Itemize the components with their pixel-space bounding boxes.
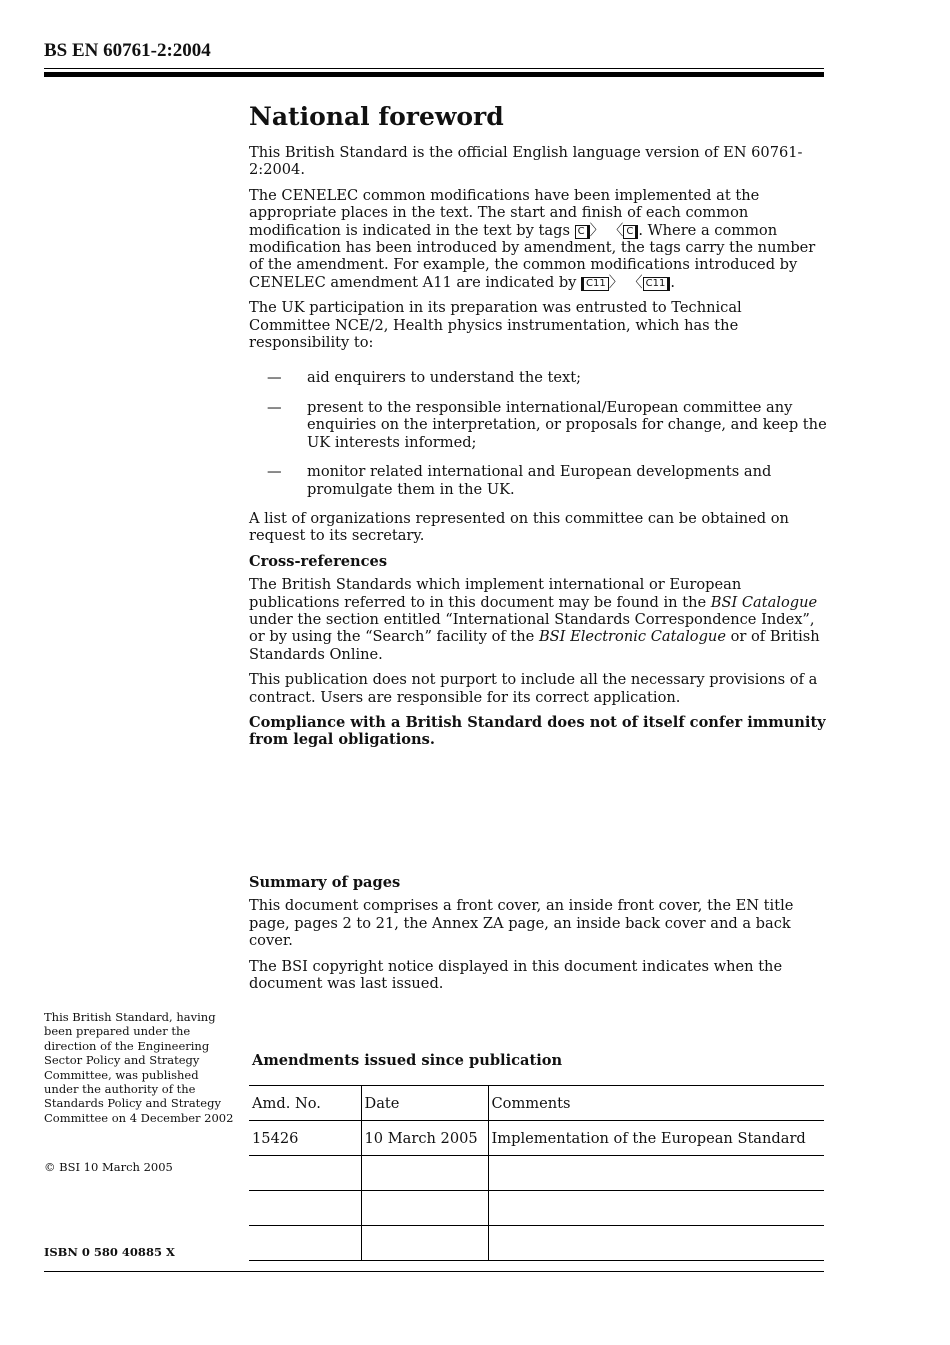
amendments-title: Amendments issued since publication [252, 1052, 563, 1069]
table-header-row [249, 1086, 824, 1121]
cm-text-b: . Where a common modification has been introduced by amendment, the tags carry the number of the amendment. For example, the common modifications introduced by CENELEC amendment A11 are indicated by [249, 221, 816, 291]
cell-amd-no [249, 1191, 361, 1226]
xref-text-b: under the section entitled “International Standards Correspondence Index”, or by using the “Search” facility of the [249, 610, 815, 646]
footer-rule [44, 1271, 824, 1272]
header-amd-no: Amd. No. [249, 1086, 361, 1121]
tag-c-end: C [623, 225, 638, 239]
tag-c11-end: C11 [643, 277, 671, 291]
bsi-electronic-catalogue: BSI Electronic Catalogue [538, 628, 726, 646]
amendments-table [249, 1085, 824, 1261]
copyright-notice: © BSI 10 March 2005 [44, 1160, 173, 1174]
cell-date: 10 March 2005 [361, 1121, 488, 1156]
isbn: ISBN 0 580 40885 X [44, 1245, 175, 1259]
paragraph-committee-list: A list of organizations represented on this committee can be obtained on request to its secretary. [249, 509, 789, 545]
header-date: Date [361, 1086, 488, 1121]
summary-copyright-text: The BSI copyright notice displayed in this document indicates when the document was last issued. [249, 957, 783, 993]
paragraph-official-version: This British Standard is the official English language version of EN 60761-2:2004. [249, 144, 803, 179]
list-dash: — [267, 369, 282, 387]
cell-comments [488, 1156, 824, 1191]
xref-text-c: or of British Standards Online. [249, 628, 820, 663]
compliance-statement: Compliance with a British Standard does not of itself confer immunity from legal obligations. [249, 713, 826, 749]
header-rule-thick [44, 72, 824, 77]
tag-c-start: C [575, 225, 590, 239]
tag-c11-start: C11 [581, 277, 609, 291]
header-rule-thin [44, 68, 824, 69]
summary-section [249, 874, 827, 1000]
publication-note: This British Standard, having been prepared under the direction of the Engineering Sector Policy and Strategy Committee, was published under the authority of the Standards Policy and Strategy Committee on 4 December 2002 [44, 1010, 234, 1125]
xref-text-a: The British Standards which implement international or European publications referred to in this document may be found in the [249, 576, 742, 611]
table-row [249, 1226, 824, 1261]
list-dash: — [267, 398, 282, 416]
header-comments: Comments [488, 1086, 824, 1121]
summary-pages-text: This document comprises a front cover, an inside front cover, the EN title page, pages 2 to 21, the Annex ZA page, an inside back cover and a back cover. [249, 897, 794, 950]
cell-date [361, 1156, 488, 1191]
cell-amd-no: 15426 [249, 1121, 361, 1156]
paragraph-provisions: This publication does not purport to include all the necessary provisions of a contract. Users are responsible for its correct application. [249, 671, 818, 706]
list-item [249, 463, 827, 498]
list-item-text: aid enquirers to understand the text; [307, 369, 582, 387]
cell-amd-no [249, 1156, 361, 1191]
cell-comments: Implementation of the European Standard [488, 1121, 824, 1156]
cell-comments [488, 1191, 824, 1226]
cell-date [361, 1226, 488, 1261]
page-title: National foreword [249, 102, 504, 131]
cell-comments [488, 1226, 824, 1261]
cell-date [361, 1191, 488, 1226]
list-item [249, 369, 827, 386]
table-row [249, 1191, 824, 1226]
cm-text-a: The CENELEC common modifications have been implemented at the appropriate places in the text. The start and finish of each common modification is indicated in the text by tags [249, 186, 760, 239]
paragraph-uk-participation: The UK participation in its preparation was entrusted to Technical Committee NCE/2, Health physics instrumentation, which has the responsibility to: [249, 299, 742, 352]
paragraph-common-modifications: The CENELEC common modifications have been implemented at the appropriate places in the text. The start and finish of each common modification is indicated in the text by tags C 〉 〈 C . Where a common modification has been introduced by amendment, the tags carry the number of the amendment. For example, the common modifications introduced by CENELEC amendment A11 are indicated by C11 〉 〈 C11 . [249, 186, 816, 291]
cm-text-c: . [670, 273, 675, 291]
summary-heading: Summary of pages [249, 874, 401, 891]
list-dash: — [267, 463, 282, 481]
list-item-text: present to the responsible international/European committee any enquiries on the interpretation, or proposals for change, and keep the UK interests informed; [307, 398, 827, 451]
list-item-text: monitor related international and European developments and promulgate them in the UK. [307, 463, 772, 498]
cell-amd-no [249, 1226, 361, 1261]
table-row [249, 1156, 824, 1191]
list-item [249, 399, 827, 451]
responsibility-list [249, 369, 827, 497]
bsi-catalogue: BSI Catalogue [710, 593, 818, 611]
cross-references-heading: Cross-references [249, 552, 388, 570]
table-row [249, 1121, 824, 1156]
paragraph-cross-references [249, 576, 827, 663]
foreword-section [249, 100, 827, 757]
document-number: BS EN 60761-2:2004 [44, 40, 211, 61]
